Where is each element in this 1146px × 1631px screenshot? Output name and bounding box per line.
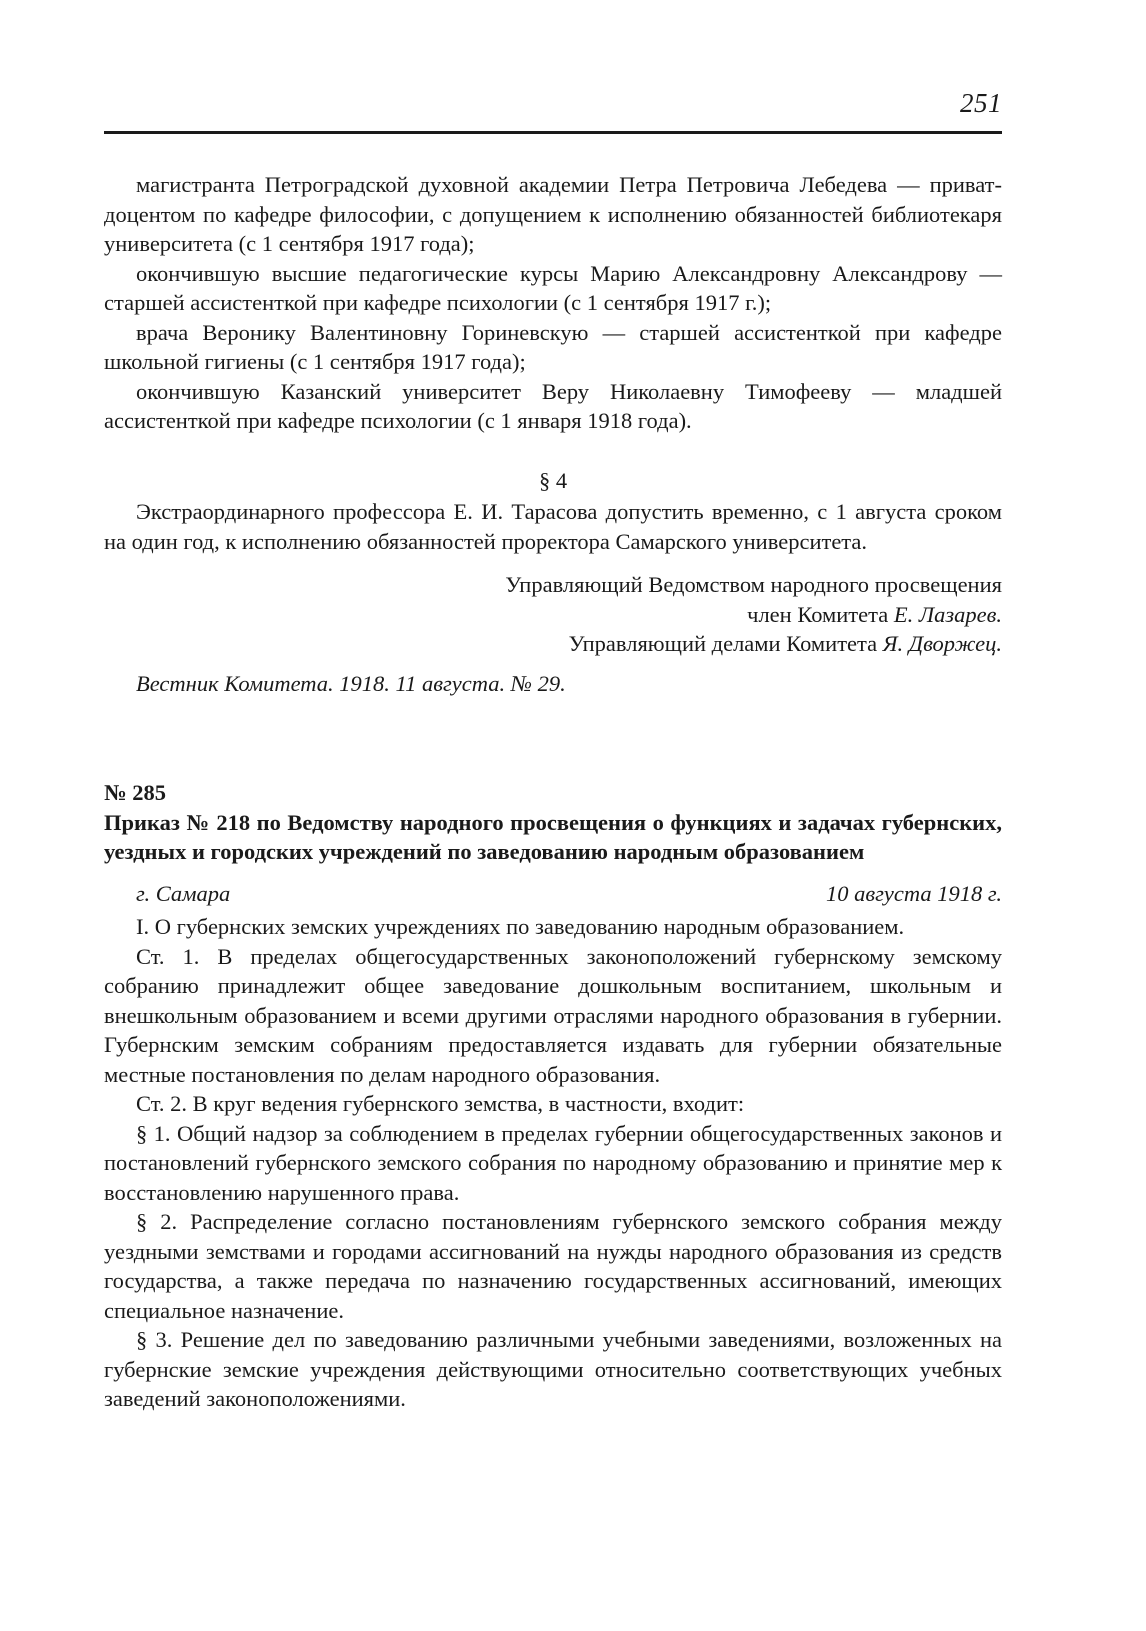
signature-line: Управляющий Ведомством народного просвещения [505,572,1002,597]
signature-name: Я. Дворжец. [882,631,1002,656]
page-number: 251 [960,88,1002,118]
paragraph: Ст. 2. В круг ведения губернского земства, в частности, входит: [136,1091,745,1116]
paragraph: магистранта Петроградской духовной академии Петра Петровича Лебедева — приват-доцентом по кафедре философии, с допущением к исполнению обязанностей библиотекаря университета (с 1 сентября 1917 года); [104,172,1002,256]
document-number: № 285 [104,780,166,805]
paragraph: I. О губернских земских учреждениях по заведованию народным образованием. [136,914,905,939]
paragraph: окончившую высшие педагогические курсы Марию Александровну Александрову — старшей ассистенткой при кафедре психологии (с 1 сентября 1917 г.); [104,260,1002,315]
signature-name: Е. Лазарев. [893,601,1002,627]
source-citation: Вестник Комитета. 1918. 11 августа. № 29. [136,670,566,696]
signature-title: Управляющий делами Комитета [568,631,878,656]
paragraph: § 3. Решение дел по заведованию различными учебными заведениями, возложенных на губернские земские учреждения действующими относительно соответствующих учебных заведений законоположениями. [104,1327,1002,1411]
signature-title: член Комитета [747,601,889,627]
paragraph: Ст. 1. В пределах общегосударственных законоположений губернскому земскому собранию принадлежит общее заведование дошкольным воспитанием, школьным и внешкольным образованием и всеми другими отраслями народного образования в губернии. Губернским земским собраниям предоставляется издавать для губернии обязательные местные постановления по делам народного образования. [104,943,1002,1087]
place-date-line [104,879,1002,909]
signature-line [104,629,1002,659]
document-place: г. Самара [136,880,231,906]
paragraph: Экстраординарного профессора Е. И. Тарасова допустить временно, с 1 августа сроком на один год, к исполнению обязанностей проректора Самарского университета. [104,499,1002,554]
signature-block [104,570,1002,659]
header-rule [104,131,1002,134]
document-date: 10 августа 1918 г. [825,880,1002,906]
signature-line [104,600,1002,630]
section-heading: § 4 [538,467,568,493]
document-title: Приказ № 218 по Ведомству народного просвещения о функциях и задачах губернских, уездных и городских учреждений по заведованию народным образованием [104,809,1002,864]
paragraph: § 2. Распределение согласно постановлениям губернского земского собрания между уездными земствами и городами ассигнований на нужды народного образования из средств государства, а также передача по назначению государственных ассигнований, имеющих специальное назначение. [104,1209,1002,1323]
page-body [104,170,1002,1414]
paragraph: окончившую Казанский университет Веру Николаевну Тимофееву — младшей ассистенткой при кафедре психологии (с 1 января 1918 года). [104,378,1002,433]
paragraph: врача Веронику Валентиновну Гориневскую — старшей ассистенткой при кафедре школьной гигиены (с 1 сентября 1917 года); [104,319,1002,374]
paragraph: § 1. Общий надзор за соблюдением в пределах губернии общегосударственных законов и постановлений губернского земского собрания по народному образованию и принятие мер к восстановлению нарушенного права. [104,1120,1002,1205]
